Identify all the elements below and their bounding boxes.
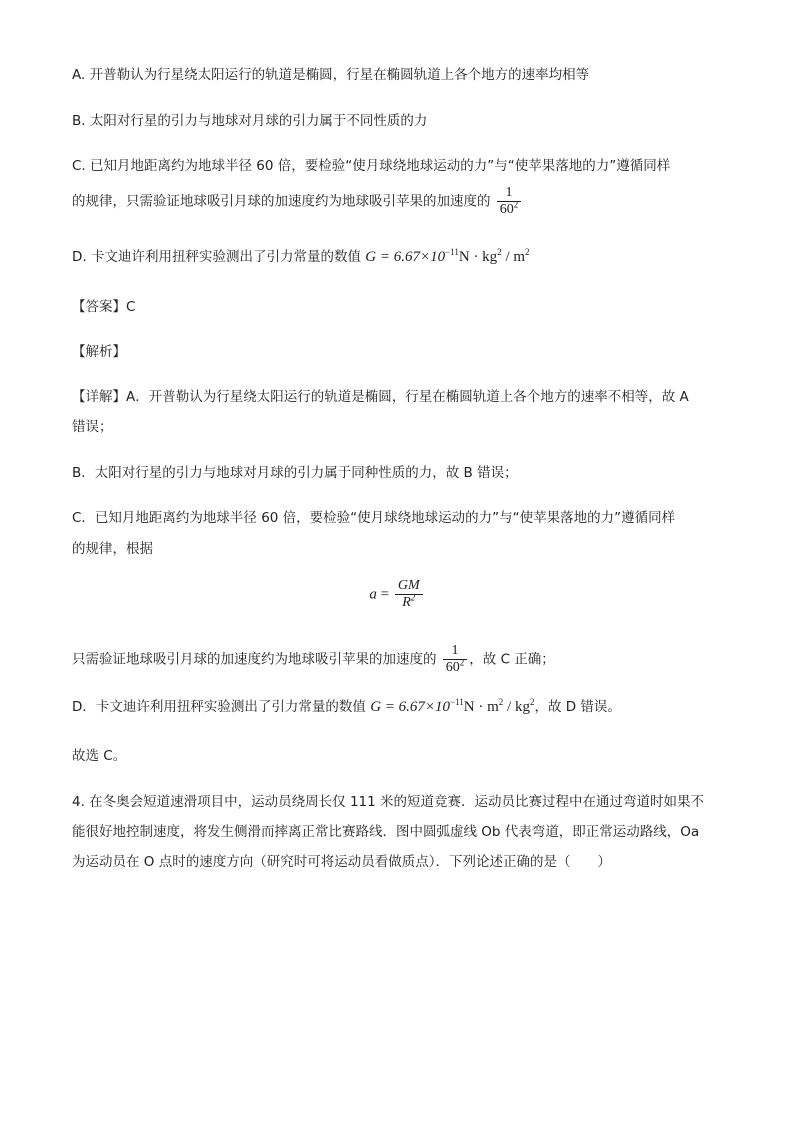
fraction-gm-over-r2: $\frac{GM}{R^2}$ xyxy=(395,578,423,611)
formula-g-wrong: $G = 6.67\times 10^{-11}N \cdot kg^2 / m^2$ xyxy=(365,247,530,265)
option-b: B. 太阳对行星的引力与地球对月球的引力属于不同性质的力 xyxy=(72,113,428,129)
question-4-line2: 能很好地控制速度，将发生侧滑而摔离正常比赛路线．图中圆弧虚线 Ob 代表弯道，即正常运动路线，Oa xyxy=(72,824,700,840)
answer-label: 【答案】 xyxy=(72,299,126,315)
conclusion: 故选 C。 xyxy=(72,748,127,764)
option-c-line1: C. 已知月地距离约为地球半径 60 倍，要检验“使月球绕地球运动的力”与“使苹果落地的力”遵循同样 xyxy=(72,158,671,174)
option-c-text: 的规律，只需验证地球吸引月球的加速度约为地球吸引苹果的加速度的 xyxy=(72,193,491,210)
detail-line1: 【详解】A．开普勒认为行星绕太阳运行的轨道是椭圆，行星在椭圆轨道上各个地方的速率不相等，故 A xyxy=(72,389,689,405)
question-4-line3: 为运动员在 O 点时的速度方向（研究时可将运动员看做质点）．下列论述正确的是（ ） xyxy=(72,854,611,870)
fraction-1-over-60sq xyxy=(497,185,522,218)
question-4-line1: 4. 在冬奥会短道速滑项目中，运动员绕周长仅 111 米的短道竞赛．运动员比赛过程中在通过弯道时如果不 xyxy=(72,794,705,810)
answer-line xyxy=(72,298,135,316)
formula-g-right: $G = 6.67\times 10^{-11}N \cdot m^2 / kg^2$ xyxy=(370,697,535,715)
detail-d: D．卡文迪许利用扭秤实验测出了引力常量的数值 $G = 6.67\times 10^{-11}N \cdot m^2 / kg^2$，故 D 错误。 xyxy=(72,697,621,715)
detail-c-line2: 的规律，根据 xyxy=(72,541,153,557)
answer-value: C xyxy=(126,299,136,315)
detail-line2: 错误； xyxy=(72,419,113,435)
fraction-numerator: 1 xyxy=(505,185,513,200)
detail-c-line1: C．已知月地距离约为地球半径 60 倍，要检验“使月球绕地球运动的力”与“使苹果落地的力”遵循同样 xyxy=(72,510,676,526)
option-d-text: D. 卡文迪许利用扭秤实验测出了引力常量的数值 xyxy=(72,249,361,265)
fraction-1-over-60sq-2: $\frac{1}{60^2}$ xyxy=(443,643,468,676)
option-a: A. 开普勒认为行星绕太阳运行的轨道是椭圆，行星在椭圆轨道上各个地方的速率均相等 xyxy=(72,67,590,83)
fraction-denominator: $60^2$ xyxy=(497,201,522,218)
analysis-label: 【解析】 xyxy=(72,344,126,360)
detail-c-line3: 只需验证地球吸引月球的加速度约为地球吸引苹果的加速度的 $\frac{1}{60^2}$ ，故 C 正确； xyxy=(72,643,555,675)
option-c-line2 xyxy=(72,185,523,218)
detail-b: B．太阳对行星的引力与地球对月球的引力属于同种性质的力，故 B 错误； xyxy=(72,465,518,481)
option-d xyxy=(72,248,530,266)
equation-a-gm-r2: a = $\frac{GM}{R^2}$ xyxy=(0,578,794,611)
